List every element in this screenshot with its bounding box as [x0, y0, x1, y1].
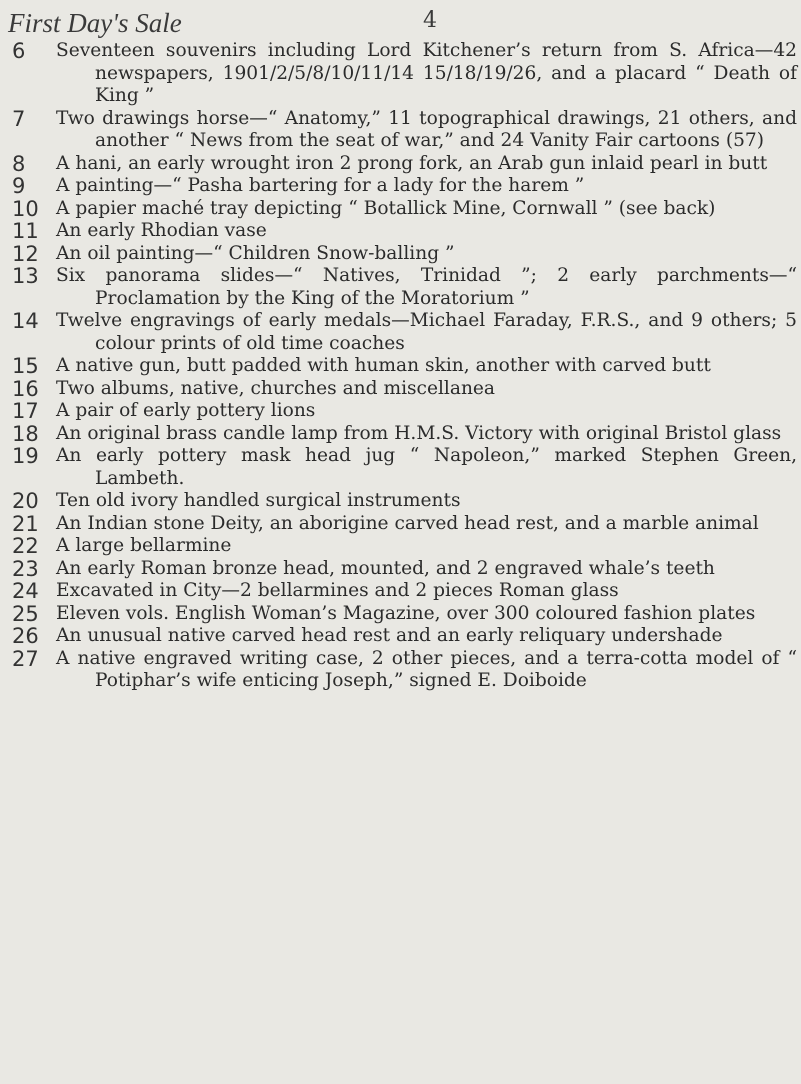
lot-24: [12, 580, 797, 603]
lot-10: [12, 198, 797, 221]
lot-number: 19: [12, 444, 39, 468]
lot-number: 20: [12, 489, 39, 513]
lot-23: [12, 558, 797, 581]
lot-number: 15: [12, 354, 39, 378]
lot-number: 27: [12, 646, 39, 671]
lot-description: A native gun, butt padded with human skin, another with carved butt: [56, 355, 711, 376]
lot-19: [12, 445, 797, 490]
lot-description: A native engraved writing case, 2 other pieces, and a terra-cotta model of “ Potiphar’s wife enticing Joseph,” signed E. Doiboide: [56, 647, 797, 691]
lot-number: 17: [12, 399, 39, 423]
lot-7: [12, 108, 797, 153]
lot-description: A papier maché tray depicting “ Botallick Mine, Cornwall ” (see back): [56, 197, 716, 219]
page-header: [8, 6, 793, 40]
lot-number: 26: [12, 624, 39, 648]
lot-26: [12, 625, 797, 648]
lot-description: Excavated in City—2 bellarmines and 2 pieces Roman glass: [56, 580, 619, 601]
lot-description: Eleven vols. English Woman’s Magazine, over 300 coloured fashion plates: [56, 602, 756, 624]
lot-list: [12, 40, 797, 693]
lot-description: A painting—“ Pasha bartering for a lady for the harem ”: [56, 175, 585, 196]
lot-27: [12, 648, 797, 693]
lot-number: 21: [12, 511, 39, 536]
lot-number: 23: [12, 556, 39, 581]
lot-number: 22: [12, 534, 39, 558]
lot-number: 9: [12, 174, 26, 198]
lot-8: [12, 153, 797, 176]
lot-number: 12: [12, 241, 39, 266]
lot-number: 8: [12, 151, 26, 176]
lot-description: Seventeen souvenirs including Lord Kitchener’s return from S. Africa—42 newspapers, 1901/2/5/8/10/11/14 15/18/19/26, and a placard “ Death of King ”: [56, 40, 797, 106]
lot-number: 25: [12, 601, 39, 626]
lot-description: An unusual native carved head rest and an early reliquary undershade: [56, 625, 723, 646]
lot-number: 7: [12, 106, 26, 131]
lot-15: [12, 355, 797, 378]
lot-description: An original brass candle lamp from H.M.S. Victory with original Bristol glass: [56, 422, 782, 444]
lot-22: [12, 535, 797, 558]
lot-6: [12, 40, 797, 108]
lot-13: [12, 265, 797, 310]
lot-number: 11: [12, 219, 39, 243]
lot-number: 16: [12, 376, 39, 401]
lot-description: A large bellarmine: [56, 535, 232, 556]
lot-description: An early pottery mask head jug “ Napoleon,” marked Stephen Green, Lambeth.: [56, 445, 797, 489]
lot-number: 18: [12, 421, 39, 446]
lot-description: An oil painting—“ Children Snow-balling ”: [56, 242, 455, 264]
lot-description: An Indian stone Deity, an aborigine carved head rest, and a marble animal: [56, 512, 759, 534]
lot-16: [12, 378, 797, 401]
lot-25: [12, 603, 797, 626]
lot-description: A pair of early pottery lions: [56, 400, 316, 421]
running-title: First Day's Sale: [8, 8, 182, 38]
lot-description: Twelve engravings of early medals—Michael Faraday, F.R.S., and 9 others; 5 colour prints of old time coaches: [56, 310, 797, 354]
lot-21: [12, 513, 797, 536]
lot-description: A hani, an early wrought iron 2 prong fork, an Arab gun inlaid pearl in butt: [56, 152, 768, 174]
lot-number: 13: [12, 264, 39, 288]
lot-11: [12, 220, 797, 243]
lot-description: An early Rhodian vase: [56, 220, 267, 241]
lot-number: 14: [12, 309, 39, 333]
lot-number: 24: [12, 579, 39, 603]
lot-description: Six panorama slides—“ Natives, Trinidad ”; 2 early parchments—“ Proclamation by the King of the Moratorium ”: [56, 265, 797, 309]
lot-18: [12, 423, 797, 446]
lot-description: An early Roman bronze head, mounted, and 2 engraved whale’s teeth: [56, 557, 715, 579]
lot-12: [12, 243, 797, 266]
lot-9: [12, 175, 797, 198]
lot-description: Two drawings horse—“ Anatomy,” 11 topographical drawings, 21 others, and another “ News from the seat of war,” and 24 Vanity Fair cartoons (57): [56, 107, 797, 151]
page-number: 4: [423, 8, 437, 33]
lot-20: [12, 490, 797, 513]
lot-number: 10: [12, 196, 39, 221]
lot-17: [12, 400, 797, 423]
lot-14: [12, 310, 797, 355]
lot-description: Two albums, native, churches and miscellanea: [56, 377, 496, 399]
lot-description: Ten old ivory handled surgical instruments: [56, 490, 461, 511]
lot-number: 6: [12, 39, 26, 63]
